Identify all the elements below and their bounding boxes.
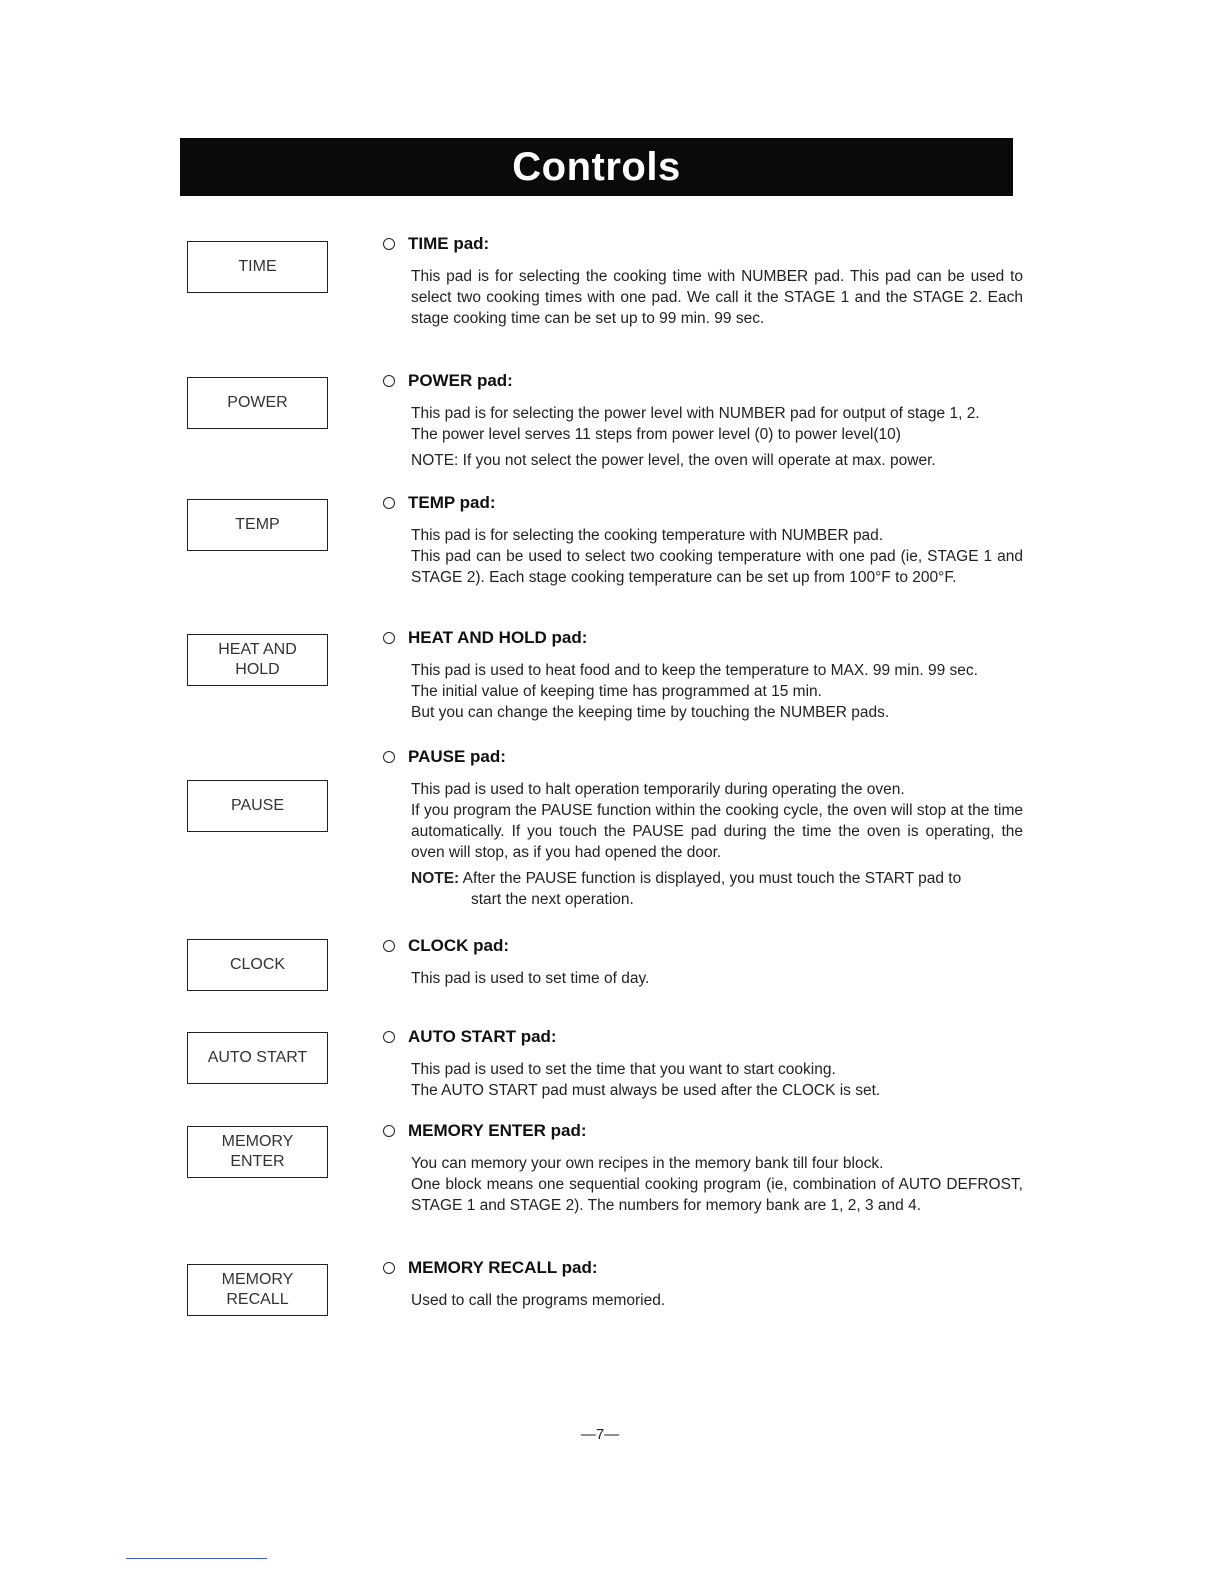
section-title: TEMP pad: bbox=[408, 493, 496, 512]
pad-label: TEMP bbox=[235, 516, 280, 533]
temp-pad-box bbox=[187, 499, 328, 551]
section-title: MEMORY ENTER pad: bbox=[408, 1121, 587, 1140]
pad-label: TIME bbox=[238, 258, 277, 275]
footer-divider bbox=[126, 1558, 267, 1559]
pad-label: AUTO START bbox=[207, 1049, 308, 1066]
section-clock bbox=[383, 934, 1023, 989]
circle-bullet-icon bbox=[383, 940, 395, 952]
section-title: HEAT AND HOLD pad: bbox=[408, 628, 588, 647]
pause-pad-box bbox=[187, 780, 328, 832]
heat-and-hold-pad-box bbox=[187, 634, 328, 686]
section-text: Used to call the programs memoried. bbox=[411, 1292, 666, 1309]
section-text: This pad is used to halt operation temporarily during operating the oven. bbox=[411, 781, 905, 798]
pad-label: PAUSE bbox=[230, 797, 285, 814]
section-text: But you can change the keeping time by touching the NUMBER pads. bbox=[411, 704, 890, 721]
pad-label: MEMORY ENTER bbox=[221, 1133, 294, 1170]
section-text: This pad is used to set the time that you want to start cooking. bbox=[411, 1061, 836, 1078]
section-title: POWER pad: bbox=[408, 371, 513, 390]
circle-bullet-icon bbox=[383, 1125, 395, 1137]
section-auto-start bbox=[383, 1025, 1023, 1101]
section-text: This pad is used to heat food and to keep the temperature to MAX. 99 min. 99 sec. bbox=[411, 662, 978, 679]
section-pause bbox=[383, 745, 1023, 910]
memory-recall-pad-box bbox=[187, 1264, 328, 1316]
auto-start-pad-box bbox=[187, 1032, 328, 1084]
section-title: MEMORY RECALL pad: bbox=[408, 1258, 598, 1277]
section-text: One block means one sequential cooking program (ie, combination of AUTO DEFROST, STAGE 1 and STAGE 2). The numbers for memory bank are 1, 2, 3 and 4. bbox=[411, 1176, 1023, 1214]
section-title: CLOCK pad: bbox=[408, 936, 510, 955]
circle-bullet-icon bbox=[383, 751, 395, 763]
section-text: This pad is used to set time of day. bbox=[411, 970, 650, 987]
note-continuation: start the next operation. bbox=[471, 891, 634, 908]
section-time bbox=[383, 232, 1023, 329]
pad-label: HEAT AND HOLD bbox=[218, 641, 297, 678]
section-memory-enter bbox=[383, 1119, 1023, 1216]
section-text: The AUTO START pad must always be used after the CLOCK is set. bbox=[411, 1082, 881, 1099]
section-memory-recall bbox=[383, 1256, 1023, 1311]
time-pad-box bbox=[187, 241, 328, 293]
section-power bbox=[383, 369, 1023, 471]
section-text: This pad is for selecting the cooking temperature with NUMBER pad. bbox=[411, 527, 884, 544]
note-label: NOTE: bbox=[411, 870, 460, 887]
circle-bullet-icon bbox=[383, 632, 395, 644]
page-title: Controls bbox=[512, 144, 681, 189]
circle-bullet-icon bbox=[383, 1262, 395, 1274]
section-text: This pad can be used to select two cooking temperature with one pad (ie, STAGE 1 and STAGE 2). Each stage cooking temperature can be set up from 100°F to 200°F. bbox=[411, 548, 1023, 586]
section-text: This pad is for selecting the cooking time with NUMBER pad. This pad can be used to select two cooking times with one pad. We call it the STAGE 1 and the STAGE 2. Each stage cooking time can be set up to 99 min. 99 sec. bbox=[411, 268, 1023, 327]
power-pad-box bbox=[187, 377, 328, 429]
section-note: NOTE: If you not select the power level, the oven will operate at max. power. bbox=[411, 452, 936, 469]
section-text: You can memory your own recipes in the memory bank till four block. bbox=[411, 1155, 884, 1172]
section-note bbox=[411, 868, 1023, 889]
section-title: TIME pad: bbox=[408, 234, 490, 253]
section-text: If you program the PAUSE function within the cooking cycle, the oven will stop at the time automatically. If you touch the PAUSE pad during the time the oven is operating, the oven will stop, as if you had opened the door. bbox=[411, 802, 1023, 861]
circle-bullet-icon bbox=[383, 375, 395, 387]
circle-bullet-icon bbox=[383, 238, 395, 250]
section-text: The initial value of keeping time has programmed at 15 min. bbox=[411, 683, 822, 700]
clock-pad-box bbox=[187, 939, 328, 991]
pad-label: MEMORY RECALL bbox=[221, 1271, 294, 1308]
page-number: —7— bbox=[580, 1426, 620, 1443]
note-text: After the PAUSE function is displayed, you must touch the START pad to bbox=[462, 870, 962, 887]
title-bar bbox=[180, 138, 1013, 196]
pad-label: POWER bbox=[227, 394, 288, 411]
section-text: This pad is for selecting the power level with NUMBER pad for output of stage 1, 2. bbox=[411, 405, 980, 422]
section-title: PAUSE pad: bbox=[408, 747, 506, 766]
circle-bullet-icon bbox=[383, 497, 395, 509]
memory-enter-pad-box bbox=[187, 1126, 328, 1178]
pad-label: CLOCK bbox=[229, 956, 286, 973]
section-title: AUTO START pad: bbox=[408, 1027, 557, 1046]
section-text: The power level serves 11 steps from power level (0) to power level(10) bbox=[411, 426, 901, 443]
section-temp bbox=[383, 491, 1023, 588]
section-heat-and-hold bbox=[383, 626, 1023, 723]
circle-bullet-icon bbox=[383, 1031, 395, 1043]
